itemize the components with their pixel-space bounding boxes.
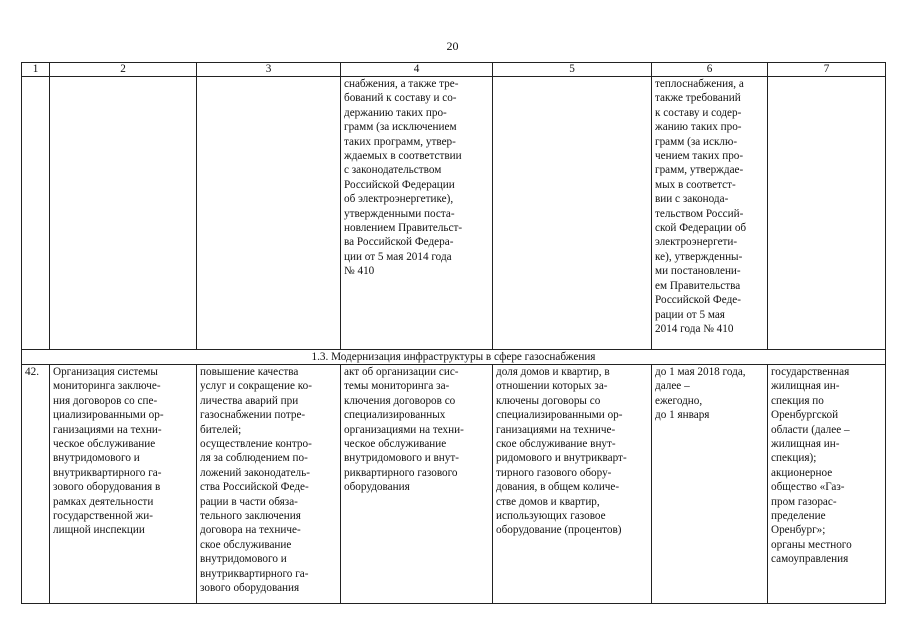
text-line: ключены договоры со [496,394,601,407]
text-line: утвержденными поста- [344,207,455,220]
text-line: также требований [655,92,741,105]
text-line: Оренбург»; [771,524,826,537]
text-line: ложений законодатель- [200,466,310,479]
document-cell [341,365,493,604]
text-line: ской Федерации об [655,222,747,235]
cont-cell-7 [768,77,886,350]
text-line: бований к составу и со- [344,92,457,105]
text-line: повышение качества [200,366,299,378]
text-line: теплоснабжения, а [655,78,744,90]
text-line: тельством Россий- [655,207,744,220]
column-number-6: 6 [652,63,768,77]
text-line: специализированных [344,409,446,422]
text-line: внутридомового и внут- [344,452,459,465]
text-line: газоснабжении потре- [200,409,306,422]
text-line: риквартирного газового [344,466,458,479]
text-line: области (далее – [771,423,850,436]
text-line: новлением Правительст- [344,222,463,235]
text-line: таких программ, утвер- [344,135,456,148]
text-line: жилищная ин- [771,380,840,393]
responsible-cell [768,365,886,604]
text-line: к составу и содер- [655,106,742,119]
column-number-4: 4 [341,63,493,77]
text-line: ское обслуживание внут- [496,438,616,451]
text-line: оборудование (процентов) [496,524,622,537]
text-line: держанию таких про- [344,106,447,119]
indicator-cell [493,365,652,604]
cont-cell-1 [22,77,50,350]
cont-cell-5 [493,77,652,350]
section-row [22,350,886,365]
cont-cell-6 [652,77,768,350]
text-line: стве домов и квартир, [496,495,600,508]
text-line: ганизациями на техниче- [496,423,616,436]
text-line: ем Правительства [655,279,741,292]
text-line: грамм (за исклю- [655,135,738,148]
document-table [21,62,886,604]
text-line: осуществление контро- [200,438,312,451]
text-line: ства Российской Феде- [200,481,309,494]
column-number-1: 1 [22,63,50,77]
text-line: зового оборудования в [53,481,161,494]
page-number: 20 [446,39,459,53]
text-line: ческое обслуживание [344,438,447,451]
column-number-3: 3 [197,63,341,77]
section-title: 1.3. Модернизация инфраструктуры в сфере газоснабжения [22,350,886,365]
text-line: договора на техниче- [200,524,301,537]
text-line: внутриквартирного га- [200,567,309,580]
text-line: далее – [655,380,690,393]
text-line: услуг и сокращение ко- [200,380,312,393]
text-line: использующих газовое [496,510,606,523]
text-line: грамм, утверждае- [655,164,744,177]
column-number-5: 5 [493,63,652,77]
text-line: доля домов и квартир, в [496,366,610,378]
column-number-7: 7 [768,63,886,77]
text-line: общество «Газ- [771,481,845,494]
text-line: ганизациями на техни- [53,423,162,436]
text-line: внутридомового и [53,452,140,465]
deadline-cell [652,365,768,604]
text-line: ридомового и внутрикварт- [496,452,627,465]
text-line: ключения договоров со [344,394,456,407]
text-line: Оренбургской [771,409,839,422]
cont-cell-3 [197,77,341,350]
text-line: грамм (за исключением [344,121,457,134]
text-line: до 1 января [655,409,710,422]
text-line: 2014 года № 410 [655,322,734,335]
text-line: темы мониторинга за- [344,380,450,393]
text-line: снабжения, а также тре- [344,78,459,90]
text-line: пром газорас- [771,495,837,508]
text-line: ва Российской Федера- [344,236,454,249]
text-line: ля за соблюдением по- [200,452,308,465]
text-line: Российской Федерации [344,178,455,191]
text-line: тельного заключения [200,510,301,523]
row-number: 42. [22,365,50,604]
text-line: государственная [771,366,850,378]
text-line: электроэнергети- [655,236,738,249]
text-line: жилищная ин- [771,438,840,451]
cont-cell-2 [50,77,197,350]
text-line: личества аварий при [200,394,299,407]
text-line: чением таких про- [655,150,744,163]
text-line: № 410 [344,265,375,278]
text-line: зового оборудования [200,582,300,595]
text-line: оборудования [344,481,410,494]
text-line: Организация системы [53,366,158,378]
text-line: внутриквартирного га- [53,466,162,479]
column-number-row [22,63,886,77]
text-line: акционерное [771,466,833,479]
text-line: дования, в общем количе- [496,481,620,494]
activity-name-cell [50,365,197,604]
text-line: ежегодно, [655,394,703,407]
text-line: ке), утвержденны- [655,250,743,263]
text-line: акт об организации сис- [344,366,459,378]
text-line: ции от 5 мая 2014 года [344,250,452,263]
table-row-42 [22,365,886,604]
text-line: рации в части обяза- [200,495,298,508]
text-line: ми постановлени- [655,265,741,278]
text-line: об электроэнергетике), [344,193,454,206]
text-line: внутридомового и [200,553,287,566]
text-line: органы местного [771,538,852,551]
text-line: государственной жи- [53,510,153,523]
text-line: с законодательством [344,164,442,177]
text-line: рации от 5 мая [655,308,725,321]
text-line: жанию таких про- [655,121,742,134]
text-line: самоуправления [771,553,849,566]
text-line: Российской Феде- [655,294,741,307]
text-line: спекция по [771,394,824,407]
column-number-2: 2 [50,63,197,77]
cont-cell-4 [341,77,493,350]
text-line: ждаемых в соответствии [344,150,462,163]
expected-result-cell [197,365,341,604]
text-line: спекция); [771,452,817,465]
text-line: мониторинга заключе- [53,380,161,393]
text-line: вии с законода- [655,193,729,206]
text-line: ния договоров со спе- [53,394,158,407]
text-line: рамках деятельности [53,495,154,508]
text-line: мых в соответст- [655,178,736,191]
text-line: тирного газового обору- [496,466,612,479]
text-line: ческое обслуживание [53,438,156,451]
text-line: специализированными ор- [496,409,623,422]
text-line: пределение [771,510,826,523]
text-line: лищной инспекции [53,524,145,537]
text-line: ское обслуживание [200,538,292,551]
continuation-row [22,77,886,350]
text-line: бителей; [200,423,242,436]
text-line: организациями на техни- [344,423,464,436]
text-line: отношении которых за- [496,380,608,393]
text-line: до 1 мая 2018 года, [655,366,746,378]
text-line: циализированными ор- [53,409,164,422]
